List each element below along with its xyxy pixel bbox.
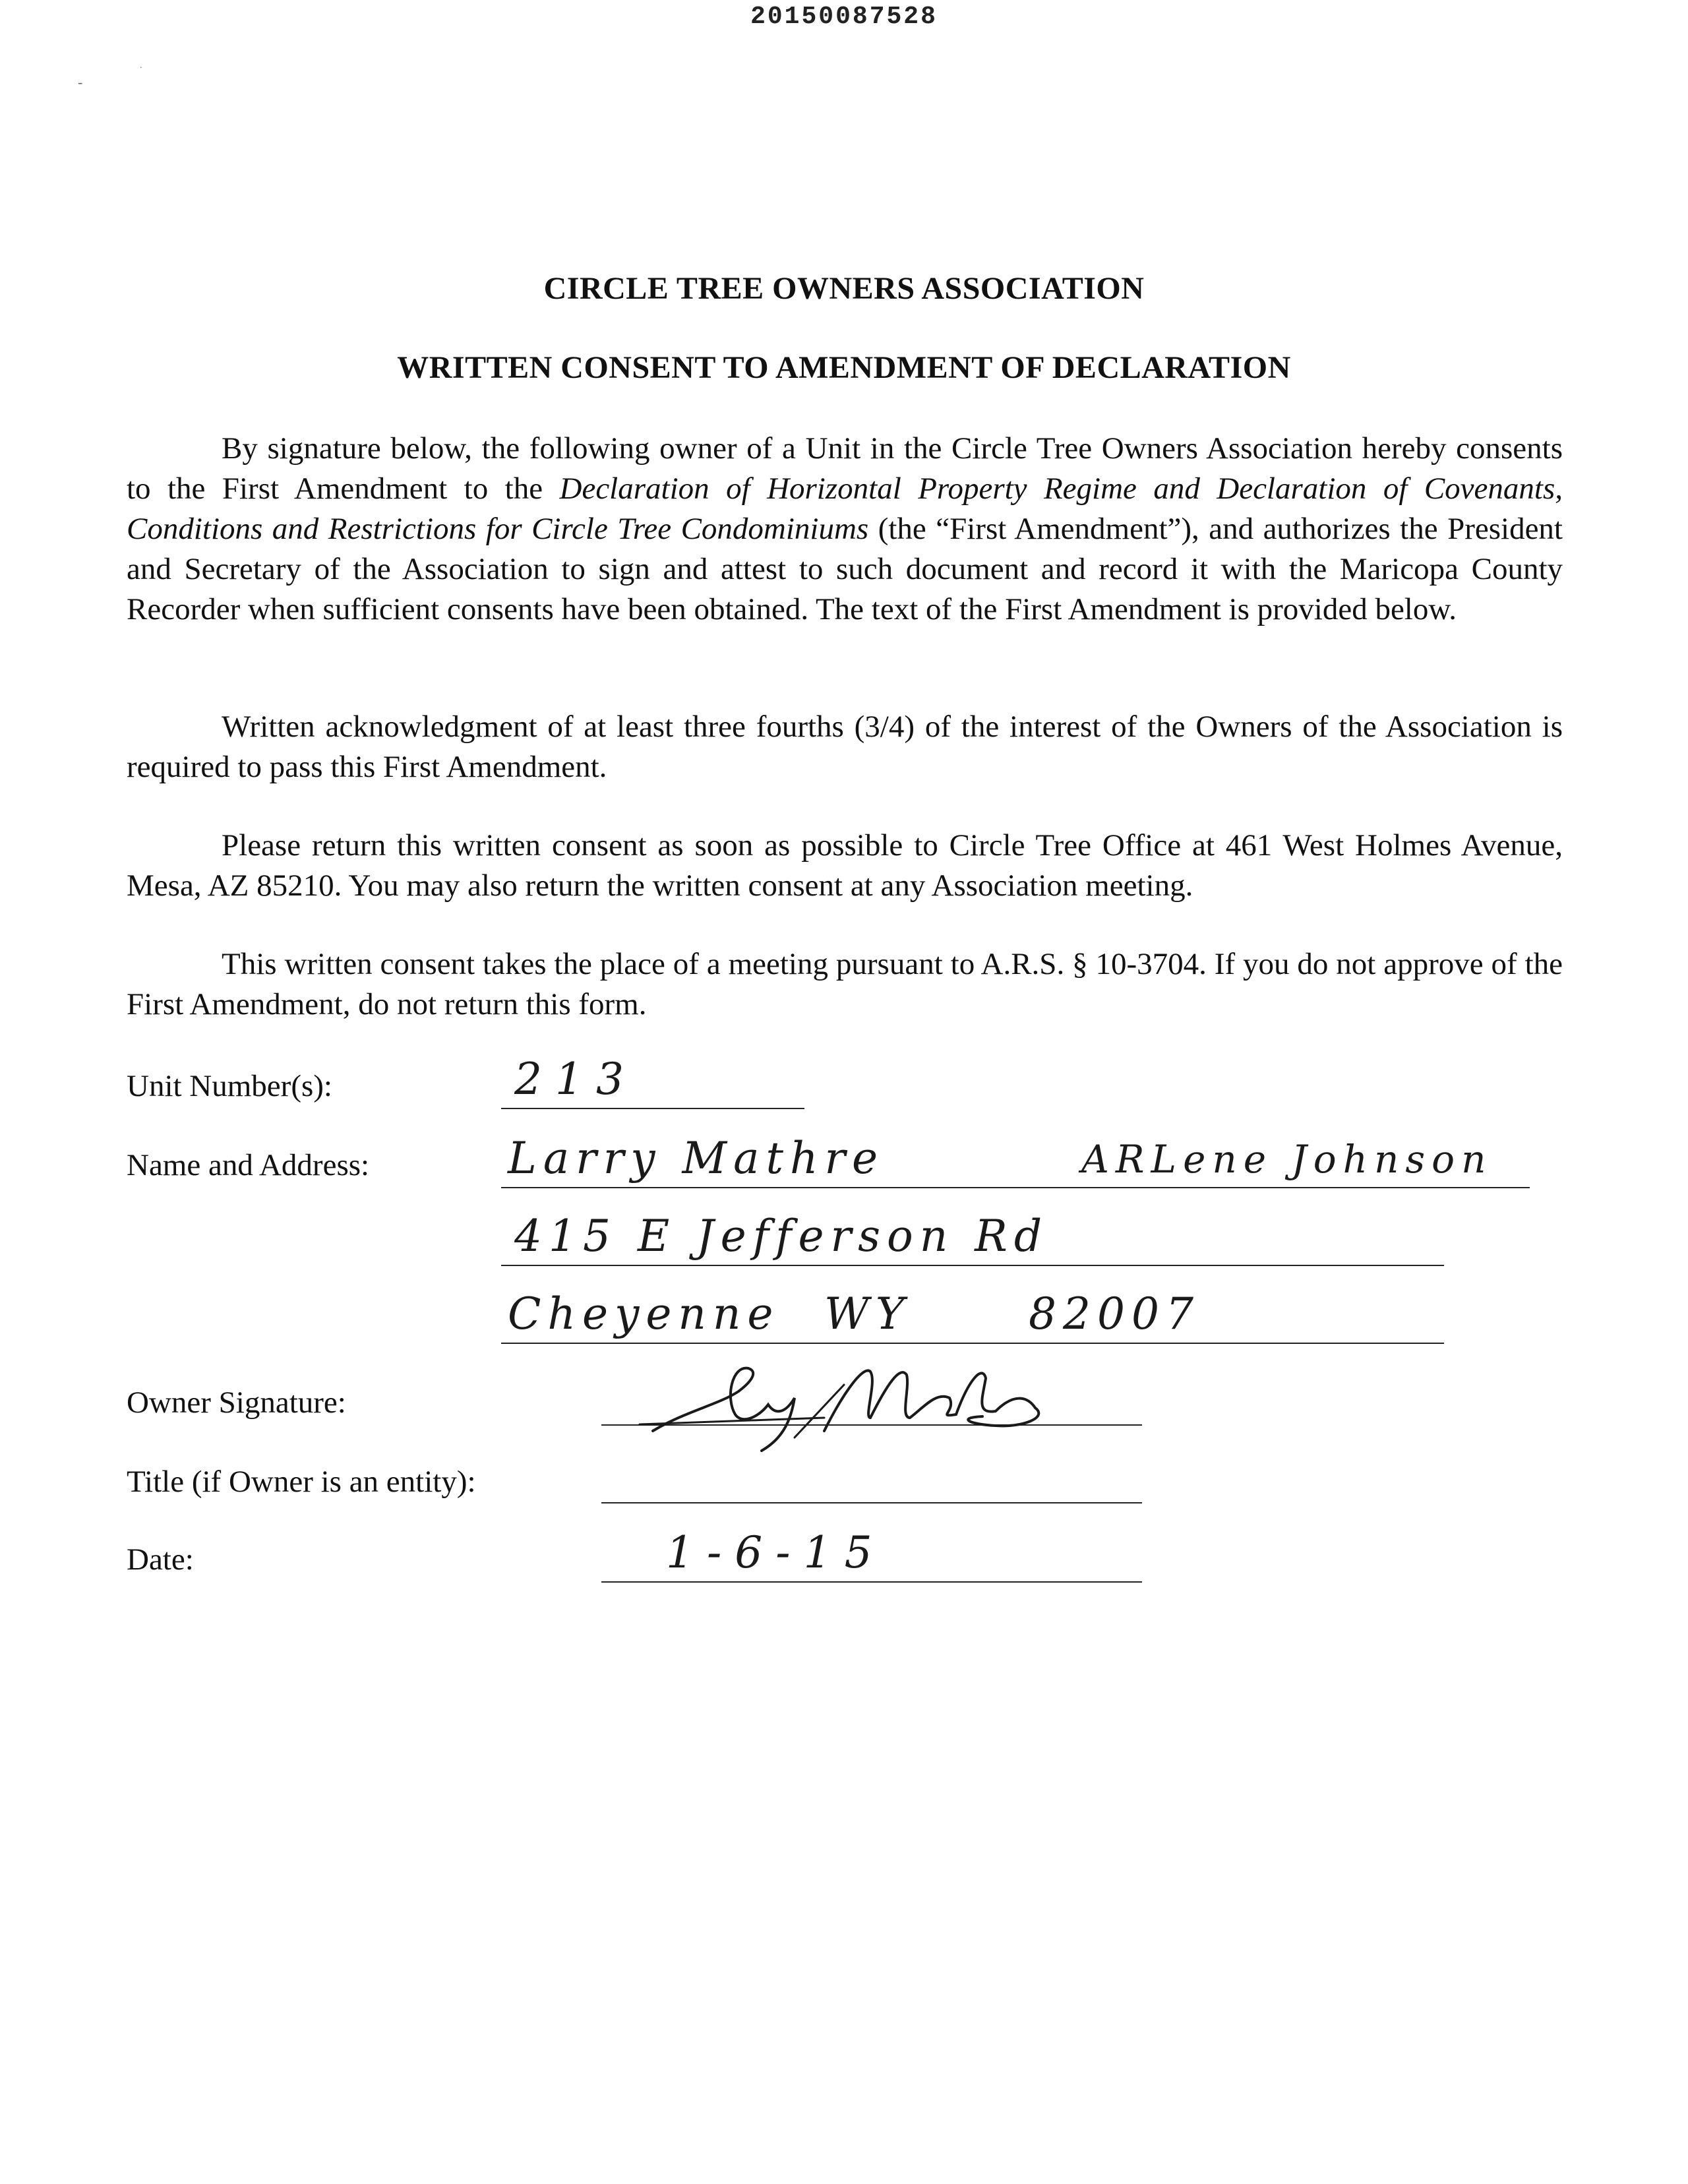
name-line: [501, 1187, 1530, 1188]
owner-name-2[interactable]: ARLene Johnson: [1081, 1137, 1493, 1182]
scan-speck: .: [140, 61, 142, 71]
scan-speck: -: [78, 74, 83, 90]
date-field[interactable]: 1-6-15: [666, 1527, 886, 1578]
consent-text-start: By signature below, the following owner of a Unit in the Circle Tree Owners Association hereby consents to the First Amendment to the: [127, 431, 1563, 506]
date-label: Date:: [127, 1542, 194, 1577]
unit-number-label: Unit Number(s):: [127, 1069, 332, 1103]
declaration-title: Declaration of Horizontal Property Regime and Declaration of Covenants, Conditions and Restrictions for Circle Tree Condominiums: [127, 471, 1563, 546]
owner-signature-field[interactable]: [626, 1352, 1101, 1457]
owner-signature-label: Owner Signature:: [127, 1385, 346, 1420]
title-line: [601, 1502, 1142, 1503]
date-line: [601, 1581, 1142, 1583]
unit-number-line: [501, 1108, 804, 1109]
name-address-label: Name and Address:: [127, 1148, 370, 1182]
return-instructions-paragraph: Please return this written consent as soon as possible to Circle Tree Office at 461 West Holmes Avenue, Mesa, AZ 85210. You may also return the written consent at any Association meeting.: [127, 828, 1563, 903]
meeting-notice-paragraph: This written consent takes the place of a meeting pursuant to A.R.S. § 10-3704. If you do not approve of the First Amendment, do not return this form.: [127, 947, 1563, 1021]
form-heading: WRITTEN CONSENT TO AMENDMENT OF DECLARATION: [397, 350, 1291, 385]
consent-paragraph: [127, 429, 1563, 630]
owner-name-1[interactable]: Larry Mathre: [508, 1133, 885, 1184]
association-heading: CIRCLE TREE OWNERS ASSOCIATION: [543, 271, 1145, 306]
recording-number: 20150087528: [750, 3, 938, 31]
unit-number-field[interactable]: 213: [514, 1054, 637, 1105]
address-line-2: [501, 1343, 1444, 1344]
address-zip[interactable]: 82007: [1029, 1289, 1200, 1339]
acknowledgment-paragraph: Written acknowledgment of at least three fourths (3/4) of the interest of the Owners of the Association is required to pass this First Amendment.: [127, 710, 1563, 784]
address-city[interactable]: Cheyenne: [508, 1289, 780, 1339]
consent-text-end: (the “First Amendment”), and authorizes the President and Secretary of the Association to sign and attest to such document and record it with the Maricopa County Recorder when sufficient consents have been obtained. The text of the First Amendment is provided below.: [127, 512, 1563, 626]
address-state[interactable]: WY: [824, 1289, 911, 1339]
owner-title-label: Title (if Owner is an entity):: [127, 1465, 476, 1499]
address-street[interactable]: 415 E Jefferson Rd: [514, 1211, 1049, 1261]
address-line-1: [501, 1265, 1444, 1266]
